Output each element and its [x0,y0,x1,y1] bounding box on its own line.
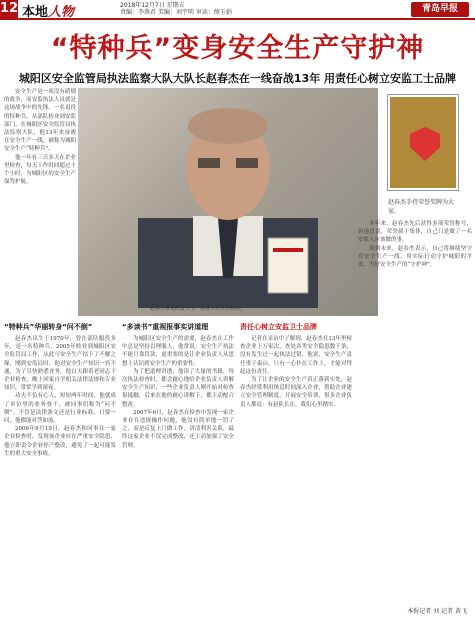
intro-paragraph: 安全生产是一项没有硝烟的战争，而安监执法人员就是这场战争中的先锋。一名退役的特种兵，从部队转业到安监部门，在城阳区安全监管局执法监察大队，他13年来奋战在安全生产一线，被称为城阳安全生产“特种兵”。 [4,89,76,153]
article-paragraph: 赵春杰出生于1970年，曾在部队服役多年，是一名特种兵。2005年转业到城阳区安全监管局工作，从此与安全生产结下了不解之缘。刚到安监局时，他对安全生产知识一窍不通，为了尽快熟悉业务，他白天跟着老同志下企业检查，晚上回家自学相关法律法规和专业知识，常常学到深夜。 [4,336,116,392]
header-date: 2018年12月7日 星期五 [120,2,185,9]
headline: “特种兵”变身安全生产守护神 [50,33,425,64]
page-number: 12 [0,1,19,16]
article-paragraph: 谈到未来，赵春杰表示，自己将继续坚守在安全生产一线，用实际行动守护城阳的平安，当好安全生产的“守护神”。 [358,245,472,269]
officer-photo [138,98,318,308]
header-editors: 责编：李燕君 美编：刘宇明 审读：薛玉娟 [120,9,232,16]
subtitle: 城阳区安全监管局执法监察大队大队长赵春杰在一线奋战13年 用责任心树立安监工士品牌 [18,72,457,85]
page-header [0,0,475,20]
article-paragraph: 2006年9月19日，赵春杰和同事在一家企业检查时，发现该企业存在严重安全隐患，他立即责令企业停产整改，避免了一起可能发生的重大安全事故。 [4,426,116,457]
photo-caption: 赵春杰带来的安全生产检查工作宣传材料。 [150,306,246,312]
article-paragraph: 多年来，赵春杰先后获得多项荣誉称号，但他总说，荣誉属于集体，自己只是做了一名安监人应该做的事。 [358,221,472,244]
article-column-3 [240,318,352,608]
section-title-a: 本地 [22,5,49,20]
intro-column [4,88,76,308]
article-paragraph: 为城阳区安全生产的需要，赵春杰在工作中总是坚持以理服人，他常说：安全生产执法不能只靠罚款，更重要的是让企业负责人从思想上认识到安全生产的重要性。 [122,336,234,367]
section-heading: “多读书”重视报事实讲道理 [122,323,209,331]
article-paragraph: 记者在采访中了解到，赵春杰在13年里检查企业上万家次，查处各类安全隐患数千条，没有发生过一起执法过错。他说，安全生产责任重于泰山，只有一心扑在工作上，才能对得起这份责任。 [240,336,352,375]
article-paragraph: 功夫不负有心人，短短两年时间，他就成了单位里的业务骨干，被同事们称为“问不倒”。不管是法律条文还是行业标准，只要一问，他都能对答如流。 [4,393,116,425]
article-paragraph: 为了让企业的安全生产真正落到实处，赵春杰经常利用休息时间深入企业，帮助企业建立安全管理制度，开展安全培训，很多企业负责人都说：有赵队长在，我们心里踏实。 [240,377,352,408]
article-column-2 [122,318,234,608]
inset-caption: 赵春杰手持荣誉奖牌为大家。 [388,199,455,215]
section-heading: “特种兵”华丽转身“问不倒” [4,323,93,331]
newspaper-logo: 青岛早报 [411,2,469,17]
reporter-credit: 本报记者 刘 记者 黄飞 [407,608,467,615]
article-column-1 [4,318,116,608]
intro-paragraph: 他一年有三百多天在企业里检查，每天工作时间超过十个小时，为城阳区的安全生产保驾护航。 [4,154,76,186]
header-meta [120,2,232,16]
section-heading: 责任心树立安监卫士品牌 [240,323,317,331]
main-photo [78,88,378,316]
article-column-4 [358,220,472,608]
award-shield-icon [410,127,440,161]
article-paragraph: 2007年6月，赵春杰在检查中发现一家企业存在违规操作问题，他没有简单地一罚了之，而是反复上门做工作，讲清利害关系，最终这家企业不仅完成整改，还主动加强了安全管理。 [122,409,234,449]
article-paragraph: 为了把道理讲透，他读了大量的书籍，每次执法检查时，都会耐心地给企业负责人讲解安全生产知识，一些企业负责人刚开始对检查很抵触，后来在他的耐心讲解下，都主动配合整改。 [122,368,234,408]
section-title [22,1,74,20]
section-title-b: 人物 [48,5,75,20]
inset-photo [388,95,458,190]
